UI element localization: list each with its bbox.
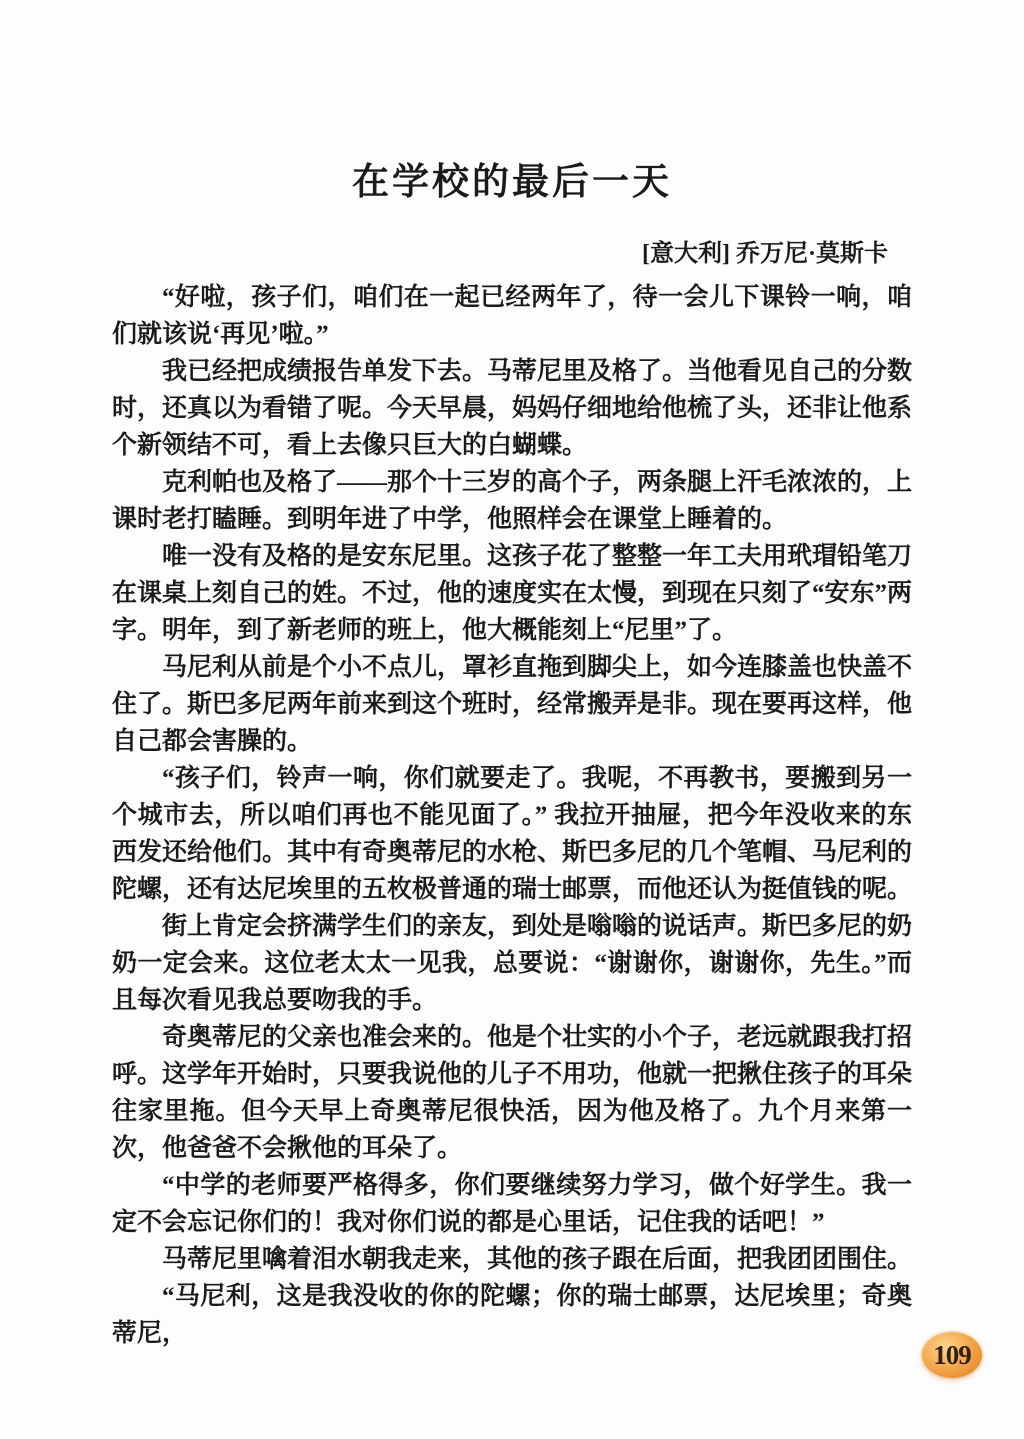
paragraph: “孩子们，铃声一响，你们就要走了。我呢，不再教书，要搬到另一个城市去，所以咱们再也不能见面了。” 我拉开抽屉，把今年没收来的东西发还给他们。其中有奇奥蒂尼的水枪、斯巴多尼的几个笔帽、马尼利的陀螺，还有达尼埃里的五枚极普通的瑞士邮票，而他还认为挺值钱的呢。 (112, 765, 913, 903)
paragraph: 奇奥蒂尼的父亲也准会来的。他是个壮实的小个子，老远就跟我打招呼。这学年开始时，只要我说他的儿子不用功，他就一把揪住孩子的耳朵往家里拖。但今天早上奇奥蒂尼很快活，因为他及格了。九个月来第一次，他爸爸不会揪他的耳朵了。 (112, 1024, 913, 1162)
article-body (112, 279, 912, 1352)
page-title: 在学校的最后一天 (352, 162, 672, 203)
paragraph: 街上肯定会挤满学生们的亲友，到处是嗡嗡的说话声。斯巴多尼的奶奶一定会来。这位老太太一见我，总要说：“谢谢你，谢谢你，先生。”而且每次看见我总要吻我的手。 (112, 913, 913, 1014)
paragraph: 我已经把成绩报告单发下去。马蒂尼里及格了。当他看见自己的分数时，还真以为看错了呢。今天早晨，妈妈仔细地给他梳了头，还非让他系个新领结不可，看上去像只巨大的白蝴蝶。 (112, 358, 913, 459)
paragraph: “好啦，孩子们，咱们在一起已经两年了，待一会儿下课铃一响，咱们就该说‘再见’啦。” (112, 284, 912, 348)
paragraph: 克利帕也及格了——那个十三岁的高个子，两条腿上汗毛浓浓的，上课时老打瞌睡。到明年进了中学，他照样会在课堂上睡着的。 (112, 469, 913, 533)
article-author: [意大利] 乔万尼·莫斯卡 (642, 241, 888, 267)
article (112, 160, 912, 1352)
paragraph: 马尼利从前是个小不点儿，罩衫直拖到脚尖上，如今连膝盖也快盖不住了。斯巴多尼两年前来到这个班时，经常搬弄是非。现在要再这样，他自己都会害臊的。 (112, 654, 913, 755)
paragraph: “马尼利，这是我没收的你的陀螺；你的瑞士邮票，达尼埃里；奇奥蒂尼， (112, 1283, 912, 1347)
page-number-badge (922, 1332, 982, 1378)
page-number: 109 (933, 1339, 971, 1370)
paragraph: 唯一没有及格的是安东尼里。这孩子花了整整一年工夫用玳瑁铅笔刀在课桌上刻自己的姓。不过，他的速度实在太慢，到现在只刻了“安东”两字。明年，到了新老师的班上，他大概能刻上“尼里”了。 (112, 543, 913, 644)
paragraph: 马蒂尼里噙着泪水朝我走来，其他的孩子跟在后面，把我团团围住。 (162, 1246, 913, 1273)
paragraph: “中学的老师要严格得多，你们要继续努力学习，做个好学生。我一定不会忘记你们的！我对你们说的都是心里话，记住我的话吧！” (112, 1172, 912, 1236)
